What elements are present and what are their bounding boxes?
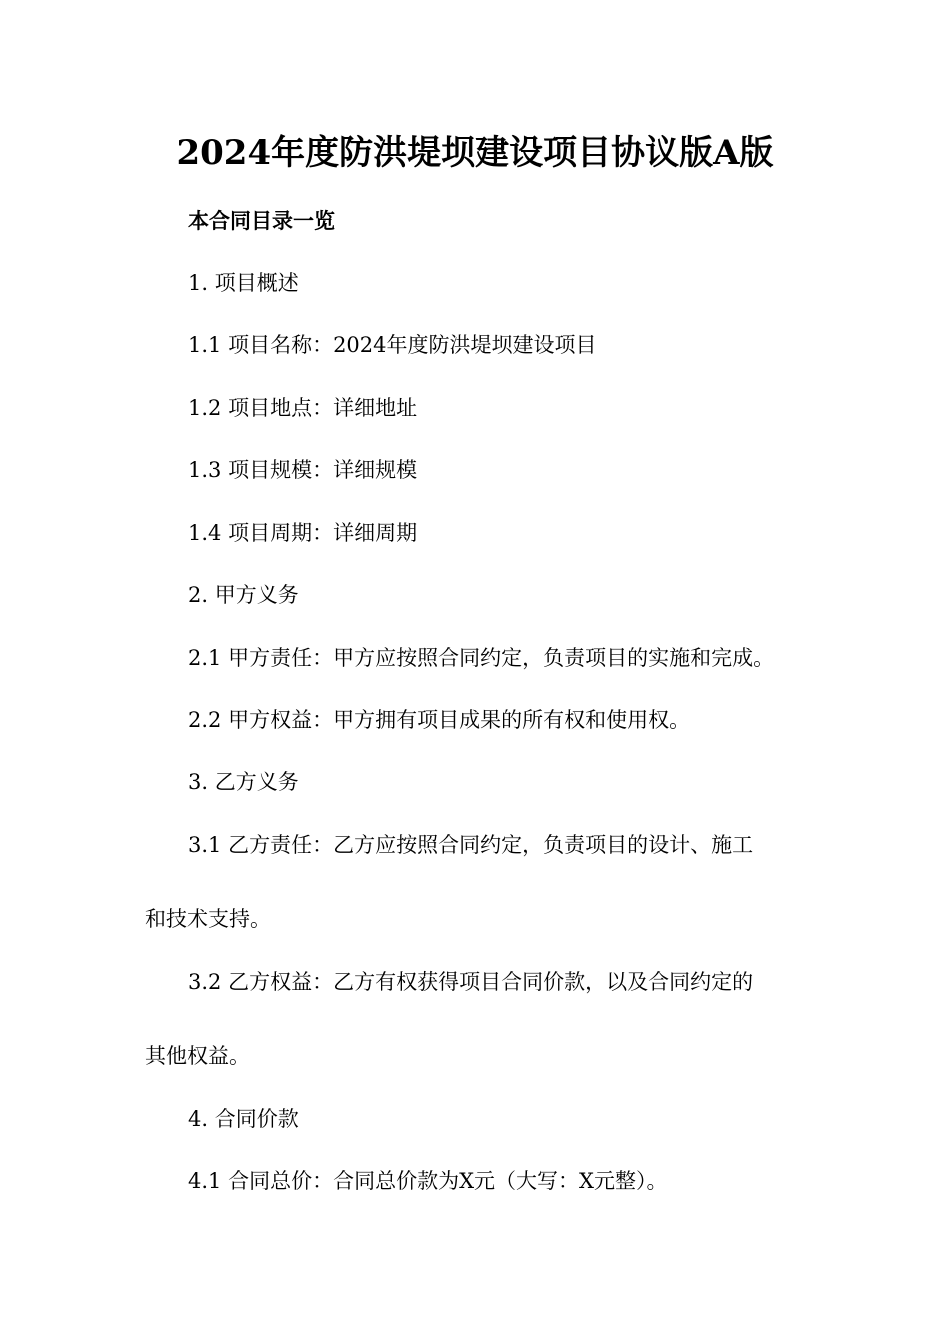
section-3-heading: 3. 乙方义务 — [188, 770, 299, 794]
toc-heading: 本合同目录一览 — [188, 208, 335, 233]
clause-3-1: 3.1 乙方责任：乙方应按照合同约定，负责项目的设计、施工 — [188, 833, 754, 857]
section-1-heading: 1. 项目概述 — [188, 271, 299, 295]
clause-1-3: 1.3 项目规模：详细规模 — [188, 458, 418, 482]
section-2-heading: 2. 甲方义务 — [188, 583, 299, 607]
clause-1-4: 1.4 项目周期：详细周期 — [188, 521, 418, 545]
clause-4-1: 4.1 合同总价：合同总价款为X元（大写：X元整）。 — [188, 1169, 668, 1193]
clause-2-2: 2.2 甲方权益：甲方拥有项目成果的所有权和使用权。 — [188, 708, 691, 732]
page-title: 2024年度防洪堤坝建设项目协议版A版 — [176, 133, 774, 173]
clause-3-2: 3.2 乙方权益：乙方有权获得项目合同价款，以及合同约定的 — [188, 970, 754, 994]
clause-1-2: 1.2 项目地点：详细地址 — [188, 396, 418, 420]
clause-3-1-continued: 和技术支持。 — [145, 907, 271, 931]
clause-1-1: 1.1 项目名称：2024年度防洪堤坝建设项目 — [188, 333, 597, 357]
section-4-heading: 4. 合同价款 — [188, 1107, 299, 1131]
clause-2-1: 2.1 甲方责任：甲方应按照合同约定，负责项目的实施和完成。 — [188, 646, 775, 670]
clause-3-2-continued: 其他权益。 — [145, 1044, 250, 1068]
